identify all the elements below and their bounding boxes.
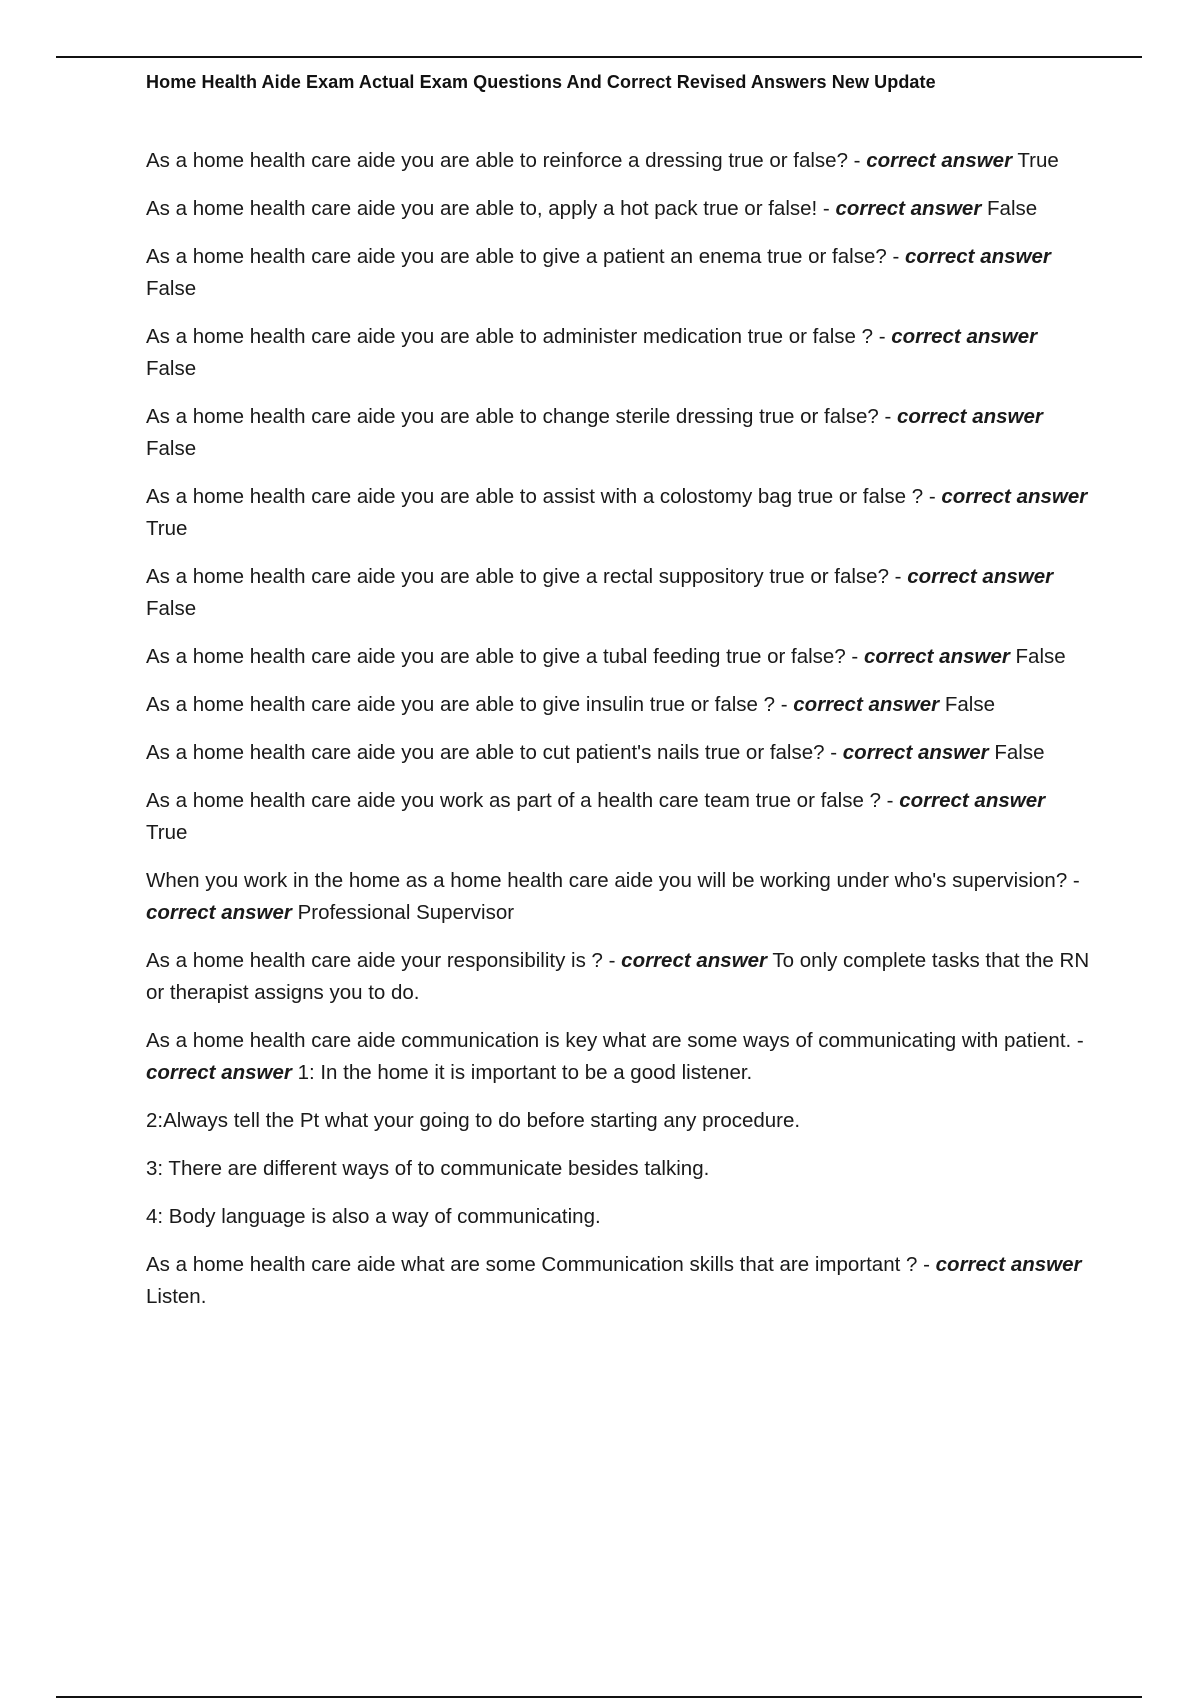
answer-label: correct answer [146,1061,292,1084]
question-text: As a home health care aide your responsibility is ? - [146,949,616,972]
answer-label: correct answer [896,405,1043,428]
qa-item [146,785,1091,849]
document-body [146,145,1091,1329]
answer-text: True [1017,149,1059,172]
answer-text: False [146,597,197,620]
question-text: As a home health care aide you are able to give a tubal feeding true or false? - [146,645,859,668]
answer-label: correct answer [793,693,940,716]
qa-item [146,241,1091,305]
answer-label: correct answer [146,901,292,924]
qa-item [146,945,1091,1009]
qa-item [146,865,1091,929]
answer-label: correct answer [863,645,1010,668]
answer-label: correct answer [835,197,982,220]
answer-label: correct answer [842,741,989,764]
question-text: As a home health care aide you are able to, apply a hot pack true or false! - [146,197,830,220]
qa-item [146,193,1091,225]
answer-text: False [987,197,1038,220]
question-text: As a home health care aide you are able to give a rectal suppository true or false? - [146,565,902,588]
qa-item [146,145,1091,177]
answer-label: correct answer [891,325,1038,348]
question-text: As a home health care aide communication is key what are some ways of communicating with patient. - [146,1029,1084,1052]
answer-continuation-line: 3: There are different ways of to communicate besides talking. [146,1157,710,1180]
top-rule [56,56,1142,58]
answer-text: True [146,821,188,844]
answer-label: correct answer [904,245,1051,268]
answer-text: False [146,357,197,380]
answer-text: To only complete tasks that the RN or therapist assigns you to do. [146,949,1090,1004]
answer-text: 1: In the home it is important to be a good listener. [297,1061,753,1084]
qa-item [146,1025,1091,1089]
question-text: As a home health care aide what are some Communication skills that are important ? - [146,1253,930,1276]
answer-label: correct answer [621,949,768,972]
question-text: When you work in the home as a home health care aide you will be working under who's supervision? - [146,869,1080,892]
answer-label: correct answer [941,485,1088,508]
answer-text: False [994,741,1045,764]
question-text: As a home health care aide you are able to reinforce a dressing true or false? - [146,149,861,172]
qa-item [146,689,1091,721]
answer-text: True [146,517,188,540]
answer-text: False [146,277,197,300]
answer-continuation-line: 2:Always tell the Pt what your going to do before starting any procedure. [146,1109,801,1132]
answer-continuation-line: 4: Body language is also a way of communicating. [146,1205,601,1228]
answer-label: correct answer [866,149,1013,172]
question-text: As a home health care aide you are able to give a patient an enema true or false? - [146,245,900,268]
qa-item [146,737,1091,769]
answer-label: correct answer [935,1253,1082,1276]
qa-item [146,641,1091,673]
qa-item [146,481,1091,545]
qa-item [146,321,1091,385]
answer-text: Listen. [146,1285,207,1308]
answer-text: False [146,437,197,460]
question-text: As a home health care aide you are able to assist with a colostomy bag true or false ? - [146,485,936,508]
question-text: As a home health care aide you work as part of a health care team true or false ? - [146,789,894,812]
bottom-rule [56,1696,1142,1698]
qa-item [146,1249,1091,1313]
answer-label: correct answer [907,565,1054,588]
qa-item [146,401,1091,465]
question-text: As a home health care aide you are able to cut patient's nails true or false? - [146,741,838,764]
question-text: As a home health care aide you are able to give insulin true or false ? - [146,693,788,716]
answer-text: False [1015,645,1066,668]
answer-text: Professional Supervisor [297,901,515,924]
answer-label: correct answer [899,789,1046,812]
document-title: Home Health Aide Exam Actual Exam Questions And Correct Revised Answers New Update [146,72,936,92]
question-text: As a home health care aide you are able to administer medication true or false ? - [146,325,886,348]
qa-item [146,561,1091,625]
question-text: As a home health care aide you are able to change sterile dressing true or false? - [146,405,892,428]
answer-text: False [944,693,995,716]
